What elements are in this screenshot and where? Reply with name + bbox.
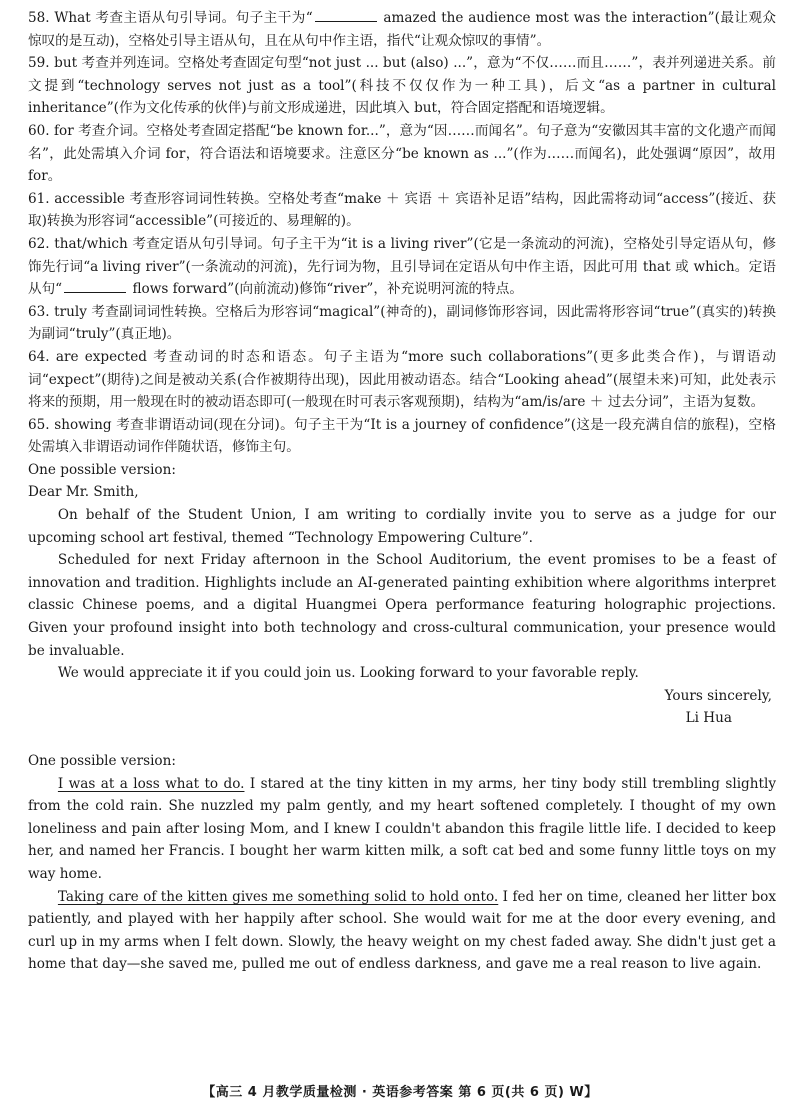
answer-63: 63. truly 考查副词词性转换。空格后为形容词“magical”(神奇的)，副词修饰形容词，因此需将形容词“true”(真实的)转换为副词“truly”(真正地)。 bbox=[28, 303, 776, 343]
answer-58 bbox=[28, 7, 776, 52]
answer-58-part1: 58. What 考查主语从句引导词。句子主干为“ bbox=[28, 10, 313, 26]
story-intro: One possible version: bbox=[28, 753, 176, 769]
answer-62-part1: 62. that/which 考查定语从句引导词。句子主干为“it is a living river”(它是一条流动的河流)，空格处引导定语从句，修饰先行词“a living river”(一条流动的河流)，先行词为物，且引导词在定语从句中作主语，因此可用 that 或 which。定语从句“ bbox=[28, 235, 776, 298]
story-paragraph-1-body: I stared at the tiny kitten in my arms, her tiny body still trembling slightly from the cold rain. She nuzzled my palm gently, and my heart softened completely. I thought of my own loneliness and pain after losing Mom, and I knew I couldn't abandon this fragile little life. I decided to keep her, and named her Francis. I bought her warm kitten milk, a soft cat bed and some funny little toys on my way home. bbox=[28, 775, 777, 882]
answer-61: 61. accessible 考查形容词词性转换。空格处考查“make ＋ 宾语 ＋ 宾语补足语”结构，因此需将动词“access”(接近、获取)转换为形容词“accessible”(可接近的、易理解的)。 bbox=[28, 190, 776, 230]
answer-blank bbox=[64, 291, 126, 293]
letter-paragraph: Scheduled for next Friday afternoon in the School Auditorium, the event promises to be a feast of innovation and tradition. Highlights include an AI-generated painting exhibition where algorithms interpret classic Chinese poems, and a digital Huangmei Opera performance featuring holographic projections. Given your profound insight into both technology and cross-cultural communication, your presence would be invaluable. bbox=[28, 552, 776, 659]
answer-58-part2: amazed the audience most was the interaction”(最让观众惊叹的是互动)，空格处引导主语从句，且在从句中作主语，指代“让观众惊叹的事情”。 bbox=[28, 10, 776, 49]
letter-intro: One possible version: bbox=[28, 461, 176, 478]
story-opening-sentence-2: Taking care of the kitten gives me something solid to hold onto. bbox=[57, 888, 499, 905]
letter-salutation: Dear Mr. Smith, bbox=[28, 484, 139, 501]
answer-59: 59. but 考查并列连词。空格处考查固定句型“not just ... but (also) ...”，意为“不仅……而且……”，表并列递进关系。前文提到“technology serves not just as a tool”(科技不仅仅作为一种工具)，后文“as a partner in cultural inheritance”(作为文化传承的伙伴)与前文形成递进，因此填入 but，符合固定搭配和语境逻辑。 bbox=[28, 55, 776, 117]
answer-sheet bbox=[28, 7, 776, 976]
letter-signature: Li Hua bbox=[685, 710, 732, 727]
answer-60: 60. for 考查介词。空格处考查固定搭配“be known for...”，意为“因……而闻名”。句子意为“安徽因其丰富的文化遗产而闻名”，此处需填入介词 for，符合语法和语境要求。注意区分“be known as ...”(作为……而闻名)，此处强调“原因”，故用 for。 bbox=[28, 122, 776, 185]
letter-paragraph: We would appreciate it if you could join us. Looking forward to your favorable reply. bbox=[57, 665, 639, 682]
story-paragraph-2 bbox=[28, 886, 776, 976]
answer-62 bbox=[28, 233, 776, 301]
letter-closing: Yours sincerely, bbox=[664, 687, 772, 704]
story-opening-sentence-1: I was at a loss what to do. bbox=[57, 775, 245, 792]
page-footer: 【高三 4 月教学质量检测 · 英语参考答案 第 6 页(共 6 页) W】 bbox=[202, 1085, 598, 1100]
letter-paragraph: On behalf of the Student Union, I am writing to cordially invite you to serve as a judge for our upcoming school art festival, themed “Technology Empowering Culture”. bbox=[28, 507, 776, 546]
answer-62-part2: flows forward”(向前流动)修饰“river”，补充说明河流的特点。 bbox=[128, 281, 523, 298]
answer-65: 65. showing 考查非谓语动词(现在分词)。句子主干为“It is a journey of confidence”(这是一段充满自信的旅程)，空格处需填入非谓语动词作伴随状语，修饰主句。 bbox=[28, 416, 776, 456]
story-paragraph-1 bbox=[28, 773, 776, 886]
answer-blank bbox=[315, 20, 377, 22]
story-paragraph-2-body: I fed her on time, cleaned her litter box patiently, and played with her happily after school. She would wait for me at the door every evening, and curl up in my arms when I felt down. Slowly, the heavy weight on my chest faded away. She didn't just get a home that day—she saved me, pulled me out of endless darkness, and gave me a real reason to live again. bbox=[28, 888, 777, 973]
answer-64: 64. are expected 考查动词的时态和语态。句子主语为“more such collaborations”(更多此类合作)，与谓语动词“expect”(期待)之间是被动关系(合作被期待出现)，因此用被动语态。结合“Looking ahead”(展望未来)可知，此处表示将来的预期，用一般现在时的被动语态即可(一般现在时可表示客观预期)，结构为“am/is/are ＋ 过去分词”，主语为复数。 bbox=[28, 348, 776, 411]
